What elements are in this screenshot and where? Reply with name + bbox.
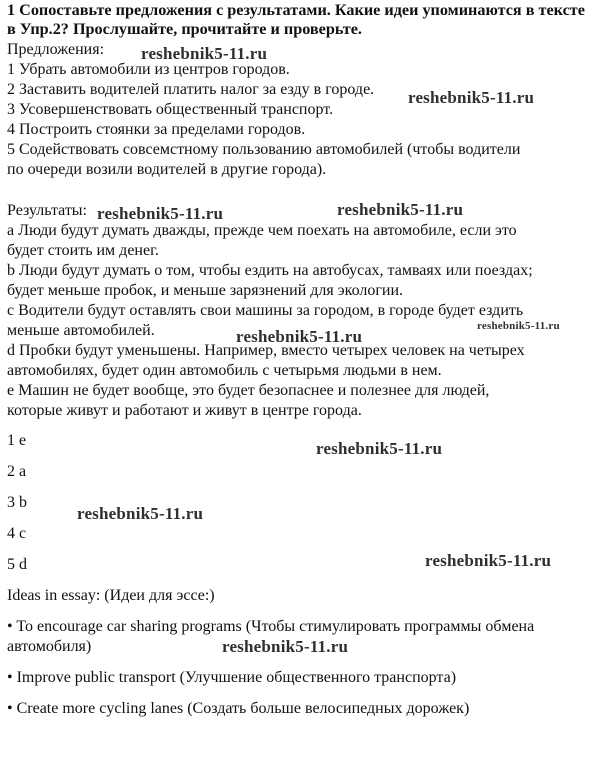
answer-2: 2 a bbox=[7, 463, 27, 480]
sentence-1: 1 Убрать автомобили из центров городов. bbox=[7, 61, 290, 78]
watermark: reshebnik5-11.ru bbox=[141, 44, 268, 63]
watermark: reshebnik5-11.ru bbox=[425, 551, 552, 570]
watermark: reshebnik5-11.ru bbox=[337, 200, 464, 219]
result-a: a Люди будут думать дважды, прежде чем поехать на автомобиле, если это bbox=[7, 222, 517, 239]
ideas-label: Ideas in essay: (Идеи для эссе:) bbox=[7, 587, 215, 604]
result-a-continued: будет стоить им денег. bbox=[7, 242, 159, 259]
task-heading: 1 Сопоставьте предложения с результатами. Какие идеи упоминаются в тексте в Упр.2? Прослушайте, прочитайте и проверьте. bbox=[7, 1, 585, 38]
watermark: reshebnik5-11.ru bbox=[97, 204, 224, 223]
sentence-4: 4 Построить стоянки за пределами городов. bbox=[7, 121, 306, 138]
result-e: e Машин не будет вообще, это будет безопаснее и полезнее для людей, bbox=[7, 382, 490, 399]
answer-5: 5 d bbox=[7, 556, 27, 573]
answer-3: 3 b bbox=[7, 494, 27, 511]
sentence-2: 2 Заставить водителей платить налог за езду в городе. bbox=[7, 81, 375, 98]
result-e-continued: которые живут и работают и живут в центре города. bbox=[7, 402, 362, 419]
results-label: Результаты: bbox=[7, 202, 87, 219]
answer-4: 4 c bbox=[7, 525, 27, 542]
watermark: reshebnik5-11.ru bbox=[77, 504, 204, 523]
idea-1-continued: автомобиля) bbox=[7, 638, 92, 655]
idea-3: • Create more cycling lanes (Создать больше велосипедных дорожек) bbox=[7, 700, 470, 717]
result-d-continued: автомобилях, будет один автомобиль с четырьмя людьми в нем. bbox=[7, 362, 442, 379]
sentence-5: 5 Содействовать совсемстному пользованию автомобилей (чтобы водители bbox=[7, 141, 521, 158]
watermark: reshebnik5-11.ru bbox=[236, 327, 363, 346]
sentence-5-continued: по очереди возили водителей в другие города). bbox=[7, 161, 327, 178]
sentences-label: Предложения: bbox=[7, 41, 105, 58]
result-c-continued: меньше автомобилей. bbox=[7, 322, 155, 339]
sentence-3: 3 Усовершенствовать общественный транспорт. bbox=[7, 101, 334, 118]
idea-2: • Improve public transport (Улучшение общественного транспорта) bbox=[7, 669, 457, 686]
result-b: b Люди будут думать о том, чтобы ездить на автобусах, тамваях или поездах; bbox=[7, 262, 533, 279]
watermark: reshebnik5-11.ru bbox=[222, 637, 349, 656]
watermark: reshebnik5-11.ru bbox=[477, 320, 560, 332]
watermark: reshebnik5-11.ru bbox=[316, 439, 443, 458]
watermark: reshebnik5-11.ru bbox=[408, 88, 535, 107]
result-b-continued: будет меньше пробок, и меньше зарязнений для экологии. bbox=[7, 282, 404, 299]
result-d: d Пробки будут уменьшены. Например, вместо четырех человек на четырех bbox=[7, 342, 525, 359]
answer-1: 1 e bbox=[7, 432, 27, 449]
result-c: c Водители будут оставлять свои машины за городом, в городе будет ездить bbox=[7, 302, 524, 319]
idea-1: • To encourage car sharing programs (Чтобы стимулировать программы обмена bbox=[7, 618, 535, 635]
